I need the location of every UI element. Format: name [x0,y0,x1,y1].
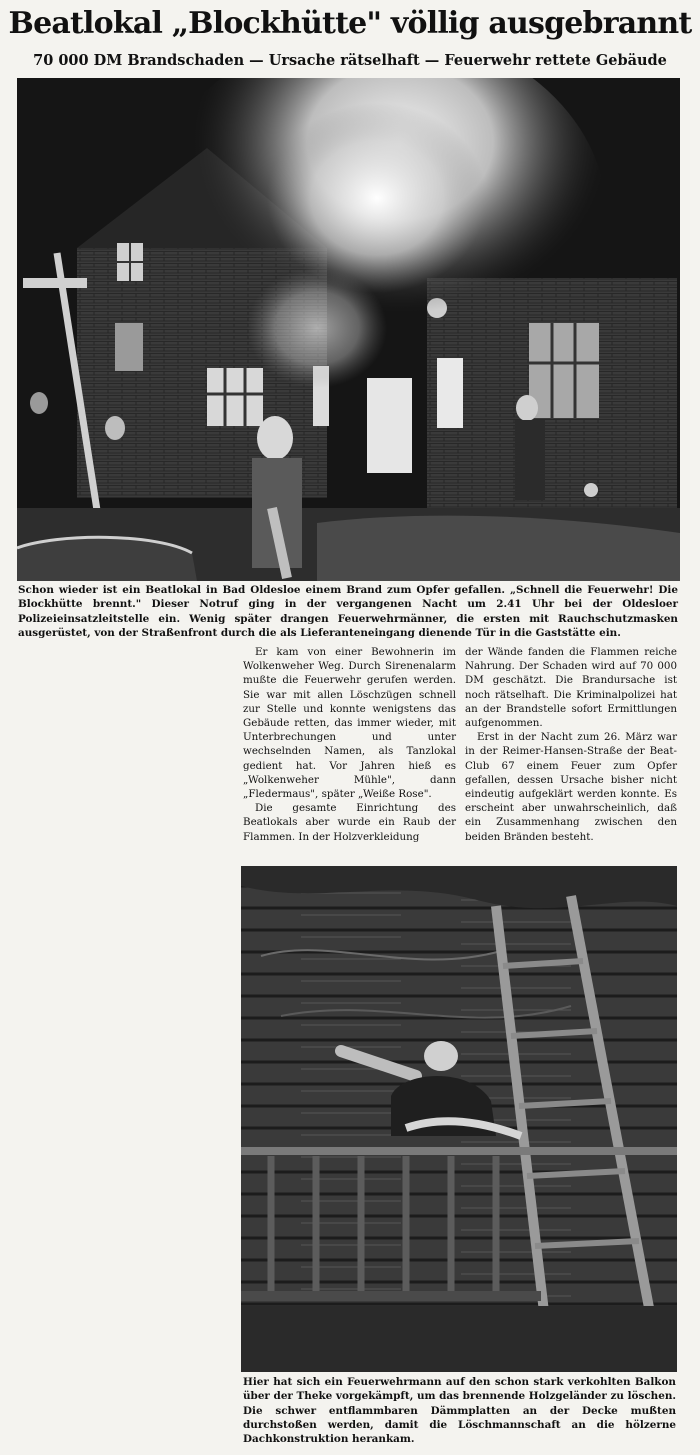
photo-firefighter-balcony [241,866,677,1372]
photo-burning-building [17,78,680,581]
paragraph: Erst in der Nacht zum 26. März war in der Reimer-Hansen-Straße der Beat-Club 67 einem Feuer zum Opfer gefallen, dessen Ursache bisher nicht eindeutig aufgeklärt werden konnte. Es erscheint aber unwahrscheinlich, daß ein Zusammenhang zwischen den beiden Bränden besteht. [465,731,677,843]
headline: Beatlokal „Blockhütte" völlig ausgebrannt [8,6,692,41]
article-column-2 [465,645,677,844]
firefighter-on-balcony-icon [241,866,677,1372]
burning-building-icon [17,78,680,581]
photo1-caption: Schon wieder ist ein Beatlokal in Bad Oldesloe einem Brand zum Opfer gefallen. „Schnell die Feuerwehr! Die Blockhütte brennt." Dieser Notruf ging in der vergangenen Nacht um 2.41 Uhr bei der Oldesloer Polizeieinsatzleitstelle ein. Wenig später drangen Feuerwehrmänner, die ersten mit Rauchschutzmasken ausgerüstet, von der Straßenfront durch die als Lieferanteneingang dienende Tür in die Gaststätte ein. [18,584,678,639]
paragraph: Die gesamte Einrichtung des Beatlokals aber wurde ein Raub der Flammen. In der Holzverkleidung [243,802,456,843]
paragraph: Er kam von einer Bewohnerin im Wolkenweher Weg. Durch Sirenenalarm mußte die Feuerwehr gerufen werden. Sie war mit allen Löschzügen schnell zur Stelle und konnte wenigstens das Gebäude retten, das immer wieder, mit Unterbrechungen und unter wechselnden Namen, als Tanzlokal gedient hat. Vor Jahren hieß es „Wolkenweher Mühle", dann „Fledermaus", später „Weiße Rose". [243,646,456,801]
subheadline: 70 000 DM Brandschaden — Ursache rätselhaft — Feuerwehr rettete Gebäude [33,52,667,69]
article-column-1 [243,645,456,844]
photo2-caption: Hier hat sich ein Feuerwehrmann auf den schon stark verkohlten Balkon über der Theke vorgekämpft, um das brennende Holzgeländer zu löschen. Die schwer entflammbaren Dämmplatten an der Decke mußten durchstoßen werden, damit die Löschmannschaft an die hölzerne Dachkonstruktion herankam. [243,1376,676,1446]
paragraph: der Wände fanden die Flammen reiche Nahrung. Der Schaden wird auf 70 000 DM geschätzt. Die Brandursache ist noch rätselhaft. Die Kriminalpolizei hat an der Brandstelle sofort Ermittlungen aufgenommen. [465,646,677,730]
